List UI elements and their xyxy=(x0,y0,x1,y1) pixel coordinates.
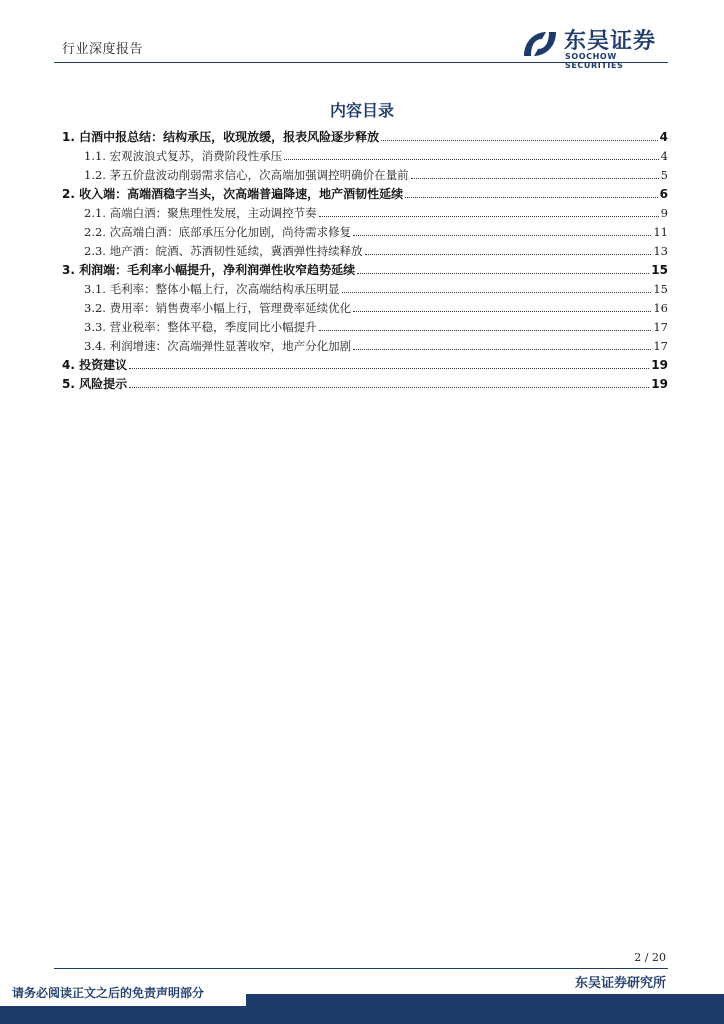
logo xyxy=(520,24,670,70)
toc-entry-page: 9 xyxy=(660,206,668,220)
toc-entry-label: 2.3. 地产酒：皖酒、苏酒韧性延续，冀酒弹性持续释放 xyxy=(84,244,363,258)
toc-leader-dots xyxy=(129,356,649,369)
toc-entry-label: 2.2. 次高端白酒：底部承压分化加剧，尚待需求修复 xyxy=(84,225,352,239)
toc-entry-label: 5. 风险提示 xyxy=(62,377,128,391)
page-indicator: 2 / 20 xyxy=(634,951,666,964)
toc-leader-dots xyxy=(411,166,659,179)
toc-leader-dots xyxy=(353,337,651,350)
footer-brand: 东吴证券研究所 xyxy=(574,976,666,991)
toc-leader-dots xyxy=(129,375,649,388)
toc-entry-label: 4. 投资建议 xyxy=(62,358,128,372)
toc-leader-dots xyxy=(365,242,652,255)
toc-entry-label: 2.1. 高端白酒：聚焦理性发展，主动调控节奏 xyxy=(84,206,317,220)
soochow-logo-icon xyxy=(520,26,560,62)
toc-entry-page: 11 xyxy=(653,225,668,239)
toc-section-entry[interactable] xyxy=(62,356,668,375)
toc-leader-dots xyxy=(342,280,652,293)
toc-subsection-entry[interactable] xyxy=(62,280,668,299)
toc-entry-page: 13 xyxy=(653,244,668,258)
toc-title: 内容目录 xyxy=(329,101,394,120)
toc-entry-page: 5 xyxy=(660,168,668,182)
toc-entry-label: 1.2. 茅五价盘波动削弱需求信心，次高端加强调控明确价在量前 xyxy=(84,168,409,182)
toc-leader-dots xyxy=(319,204,659,217)
toc-leader-dots xyxy=(319,318,652,331)
toc-section-entry[interactable] xyxy=(62,185,668,204)
toc-subsection-entry[interactable] xyxy=(62,318,668,337)
toc-entry-page: 6 xyxy=(659,187,668,201)
header-divider xyxy=(54,62,668,63)
disclaimer-note: 请务必阅读正文之后的免责声明部分 xyxy=(12,986,205,1000)
report-type-label: 行业深度报告 xyxy=(62,42,144,57)
toc-entry-label: 3.4. 利润增速：次高端弹性显著收窄，地产分化加剧 xyxy=(84,339,352,353)
toc-section-entry[interactable] xyxy=(62,375,668,394)
toc-entry-label: 1. 白酒中报总结：结构承压，收现放缓，报表风险逐步释放 xyxy=(62,130,380,144)
toc-entry-page: 19 xyxy=(651,377,668,391)
toc-subsection-entry[interactable] xyxy=(62,204,668,223)
toc-leader-dots xyxy=(284,147,659,160)
toc-entry-label: 3.1. 毛利率：整体小幅上行，次高端结构承压明显 xyxy=(84,282,340,296)
toc-leader-dots xyxy=(353,299,651,312)
toc-leader-dots xyxy=(357,261,649,274)
logo-english-name: SOOCHOW SECURITIES xyxy=(565,52,624,70)
toc-entry-page: 17 xyxy=(653,339,668,353)
toc-subsection-entry[interactable] xyxy=(62,242,668,261)
toc-section-entry[interactable] xyxy=(62,261,668,280)
toc-entry-page: 15 xyxy=(651,263,668,277)
toc-leader-dots xyxy=(381,128,658,141)
toc-entry-page: 17 xyxy=(653,320,668,334)
toc-entry-label: 2. 收入端：高端酒稳字当头，次高端普遍降速，地产酒韧性延续 xyxy=(62,187,404,201)
toc-entry-label: 3. 利润端：毛利率小幅提升，净利润弹性收窄趋势延续 xyxy=(62,263,356,277)
toc-entry-page: 15 xyxy=(653,282,668,296)
toc-entry-label: 3.3. 营业税率：整体平稳，季度同比小幅提升 xyxy=(84,320,317,334)
toc-entry-page: 19 xyxy=(651,358,668,372)
toc-subsection-entry[interactable] xyxy=(62,223,668,242)
toc-entry-label: 3.2. 费用率：销售费率小幅上行，管理费率延续优化 xyxy=(84,301,352,315)
toc-entry-page: 4 xyxy=(659,130,668,144)
toc-leader-dots xyxy=(353,223,651,236)
table-of-contents xyxy=(62,128,668,394)
toc-entry-page: 4 xyxy=(660,149,668,163)
toc-subsection-entry[interactable] xyxy=(62,147,668,166)
toc-entry-page: 16 xyxy=(653,301,668,315)
toc-section-entry[interactable] xyxy=(62,128,668,147)
toc-leader-dots xyxy=(405,185,658,198)
toc-subsection-entry[interactable] xyxy=(62,337,668,356)
footer-divider xyxy=(54,968,668,969)
toc-entry-label: 1.1. 宏观波浪式复苏，消费阶段性承压 xyxy=(84,149,283,163)
logo-chinese-name: 东吴证券 xyxy=(564,29,657,54)
toc-subsection-entry[interactable] xyxy=(62,299,668,318)
toc-subsection-entry[interactable] xyxy=(62,166,668,185)
